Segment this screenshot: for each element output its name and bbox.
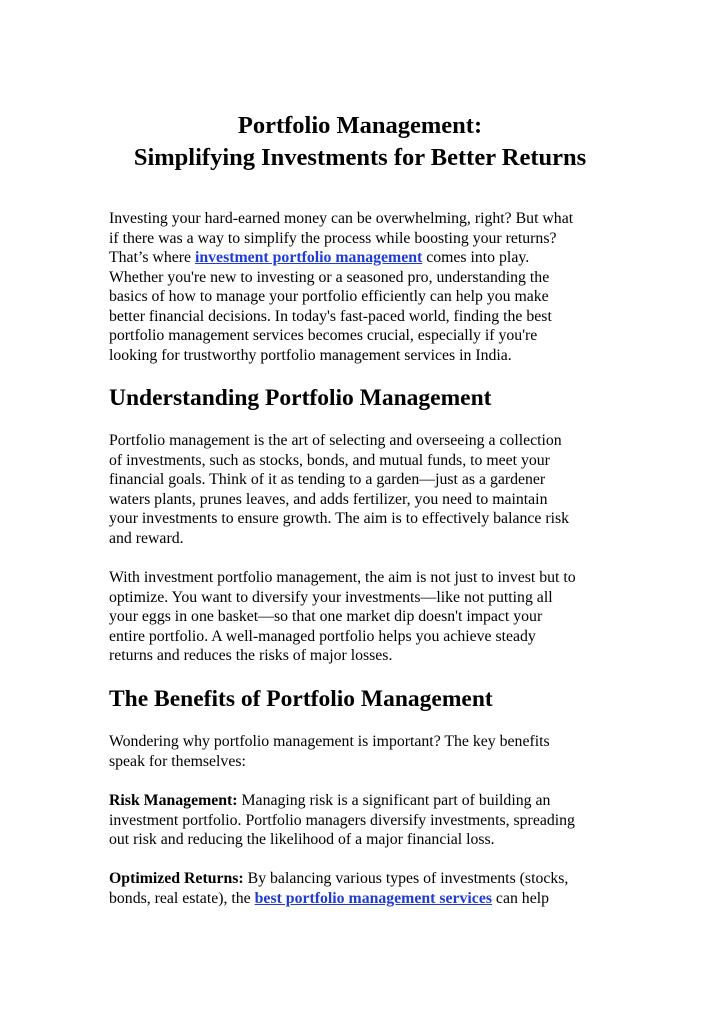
paragraph-line: waters plants, prunes leaves, and adds fertilizer, you need to maintain: [109, 490, 548, 508]
paragraph-line: returns and reduces the risks of major losses.: [109, 647, 393, 664]
paragraph-line: and reward.: [109, 529, 184, 547]
intro-line: portfolio management services becomes crucial, especially if you're: [109, 327, 538, 344]
paragraph-line: speak for themselves:: [109, 752, 246, 770]
page-title-line-2: Simplifying Investments for Better Returns: [133, 144, 587, 171]
risk-management-line: [109, 791, 550, 811]
paragraph-line: of investments, such as stocks, bonds, and mutual funds, to meet your: [109, 451, 550, 469]
optimized-returns-text: can help: [491, 889, 550, 907]
intro-line: Whether you're new to investing or a seasoned pro, understanding the: [109, 268, 550, 286]
paragraph-line: out risk and reducing the likelihood of a major financial loss.: [109, 831, 495, 848]
intro-line: basics of how to manage your portfolio efficiently can help you make: [109, 288, 549, 305]
best-portfolio-management-services-link[interactable]: best portfolio management services: [254, 889, 492, 907]
paragraph-line: optimize. You want to diversify your investments—like not putting all: [109, 588, 553, 606]
section-heading-benefits: The Benefits of Portfolio Management: [109, 686, 493, 712]
paragraph-line: your investments to ensure growth. The aim is to effectively balance risk: [109, 510, 570, 527]
optimized-returns-text: By balancing various types of investments (stocks,: [243, 870, 569, 887]
intro-line: [109, 248, 529, 268]
section-heading-understanding: Understanding Portfolio Management: [109, 385, 492, 411]
optimized-returns-label: Optimized Returns:: [109, 870, 244, 887]
intro-line: Investing your hard-earned money can be overwhelming, right? But what: [109, 210, 574, 227]
paragraph-line: your eggs in one basket—so that one market dip doesn't impact your: [109, 608, 543, 625]
intro-text: That’s where: [109, 249, 195, 266]
intro-line: if there was a way to simplify the process while boosting your returns?: [109, 229, 557, 247]
risk-management-label: Risk Management:: [109, 792, 238, 809]
optimized-returns-line: [109, 869, 568, 889]
optimized-returns-line: [109, 889, 549, 909]
paragraph-line: investment portfolio. Portfolio managers diversify investments, spreading: [109, 811, 575, 829]
risk-management-text: Managing risk is a significant part of building an: [237, 792, 551, 809]
investment-portfolio-management-link[interactable]: investment portfolio management: [194, 249, 423, 266]
paragraph-line: Wondering why portfolio management is important? The key benefits: [109, 733, 550, 750]
intro-line: looking for trustworthy portfolio management services in India.: [109, 346, 512, 364]
paragraph-line: Portfolio management is the art of selecting and overseeing a collection: [109, 432, 562, 449]
page-title-line-1: Portfolio Management:: [237, 112, 483, 139]
paragraph-line: With investment portfolio management, the aim is not just to invest but to: [109, 569, 576, 586]
intro-text: comes into play.: [422, 249, 530, 266]
intro-line: better financial decisions. In today's fast-paced world, finding the best: [109, 307, 552, 325]
paragraph-line: financial goals. Think of it as tending to a garden—just as a gardener: [109, 471, 546, 488]
optimized-returns-text: bonds, real estate), the: [109, 889, 255, 907]
paragraph-line: entire portfolio. A well-managed portfolio helps you achieve steady: [109, 627, 536, 645]
